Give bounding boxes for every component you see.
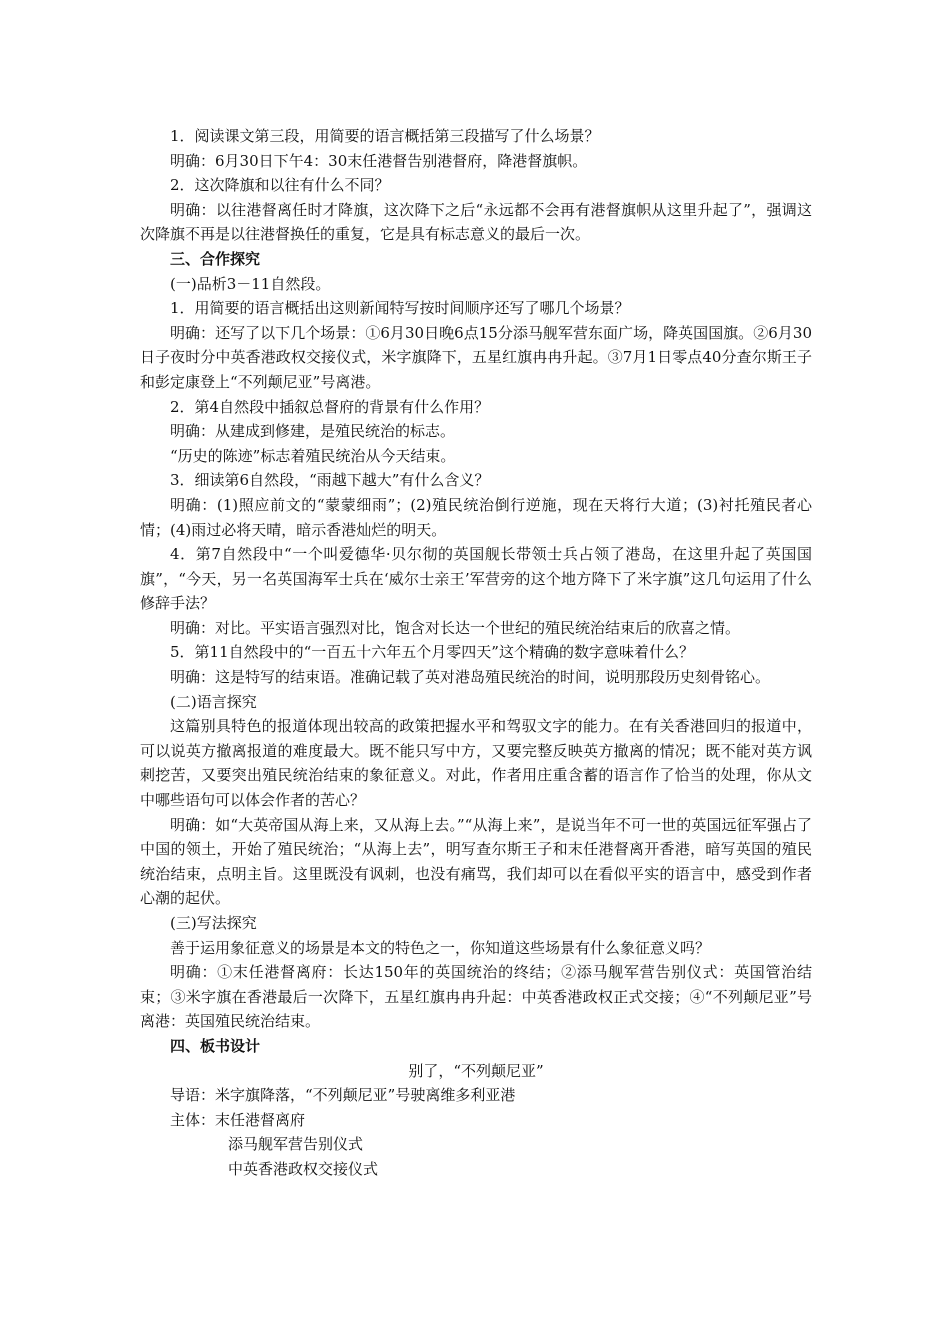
writing-answer: 明确：①末任港督离府：长达150年的英国统治的终结；②添马舰军营告别仪式：英国管治结束；③米字旗在香港最后一次降下，五星红旗冉冉升起：中英香港政权正式交接；④“不列颠尼亚”号离港：英国殖民统治结束。 (140, 963, 812, 1031)
subsection-2: (二)语言探究 (170, 692, 257, 711)
section-heading-3: 三、合作探究 (170, 249, 261, 268)
question-1: 1．阅读课文第三段，用简要的语言概括第三段描写了什么场景？ (170, 127, 600, 145)
board-intro: 导语：米字旗降落，“不列颠尼亚”号驶离维多利亚港 (170, 1086, 516, 1105)
document-content (140, 124, 812, 1182)
subsection-3: (三)写法探究 (170, 914, 257, 932)
board-title: 别了，“不列颠尼亚” (408, 1061, 544, 1080)
sub-answer-2-cont: “历史的陈迹”标志着殖民统治从今天结束。 (170, 446, 456, 465)
section-heading-4: 四、板书设计 (170, 1036, 261, 1055)
sub-answer-3: 明确：(1)照应前文的“蒙蒙细雨”；(2)殖民统治倒行逆施，现在天将行大道；(3)衬托殖民者心情；(4)雨过必将天晴，暗示香港灿烂的明天。 (140, 495, 812, 539)
sub-question-5: 5．第11自然段中的“一百五十六年五个月零四天”这个精确的数字意味着什么？ (170, 643, 694, 662)
language-answer: 明确：如“大英帝国从海上来，又从海上去。”“从海上来”，是说当年不可一世的英国远征军强占了中国的领土，开始了殖民统治；“从海上去”，明写查尔斯王子和末任港督离开香港，暗写英国的殖民统治结束，点明主旨。这里既没有讽刺，也没有痛骂，我们却可以在看似平实的语言中，感受到作者心潮的起伏。 (140, 815, 812, 908)
answer-1: 明确：6月30日下午4：30末任港督告别港督府，降港督旗帜。 (170, 151, 588, 170)
sub-answer-2: 明确：从建成到修建，是殖民统治的标志。 (170, 422, 456, 441)
sub-question-1: 1．用简要的语言概括出这则新闻特写按时间顺序还写了哪几个场景？ (170, 299, 630, 318)
question-2: 2．这次降旗和以往有什么不同？ (170, 176, 390, 195)
board-main: 主体：末任港督离府 (170, 1110, 306, 1129)
sub-question-2: 2．第4自然段中插叙总督府的背景有什么作用？ (170, 397, 490, 416)
sub-answer-5: 明确：这是特写的结束语。准确记载了英对港岛殖民统治的时间，说明那段历史刻骨铭心。 (170, 668, 771, 687)
board-main-item: 中英香港政权交接仪式 (228, 1159, 379, 1178)
answer-2: 明确：以往港督离任时才降旗，这次降下之后“永远都不会再有港督旗帜从这里升起了”，强调这次降旗不再是以往港督换任的重复，它是具有标志意义的最后一次。 (140, 200, 812, 244)
sub-answer-1: 明确：还写了以下几个场景：①6月30日晚6点15分添马舰军营东面广场，降英国国旗。②6月30日子夜时分中英香港政权交接仪式，米字旗降下，五星红旗冉冉升起。③7月1日零点40分查尔斯王子和彭定康登上“不列颠尼亚”号离港。 (140, 323, 812, 391)
subsection-1: (一)品析3－11自然段。 (170, 274, 331, 293)
language-question: 这篇别具特色的报道体现出较高的政策把握水平和驾驭文字的能力。在有关香港回归的报道中，可以说英方撤离报道的难度最大。既不能只写中方，又要完整反映英方撤离的情况；既不能对英方讽刺挖苦，又要突出殖民统治结束的象征意义。对此，作者用庄重含蓄的语言作了恰当的处理，你从文中哪些语句可以体会作者的苦心？ (140, 717, 812, 810)
writing-question: 善于运用象征意义的场景是本文的特色之一，你知道这些场景有什么象征意义吗？ (170, 938, 711, 957)
board-main-item: 添马舰军营告别仪式 (228, 1135, 364, 1154)
sub-question-4: 4．第7自然段中“一个叫爱德华·贝尔彻的英国舰长带领士兵占领了港岛，在这里升起了英国国旗”，“今天，另一名英国海军士兵在‘威尔士亲王’军营旁的这个地方降下了米字旗”这几句运用了什么修辞手法？ (140, 545, 812, 613)
sub-answer-4: 明确：对比。平实语言强烈对比，饱含对长达一个世纪的殖民统治结束后的欣喜之情。 (170, 618, 741, 637)
sub-question-3: 3．细读第6自然段，“雨越下越大”有什么含义？ (170, 471, 490, 490)
